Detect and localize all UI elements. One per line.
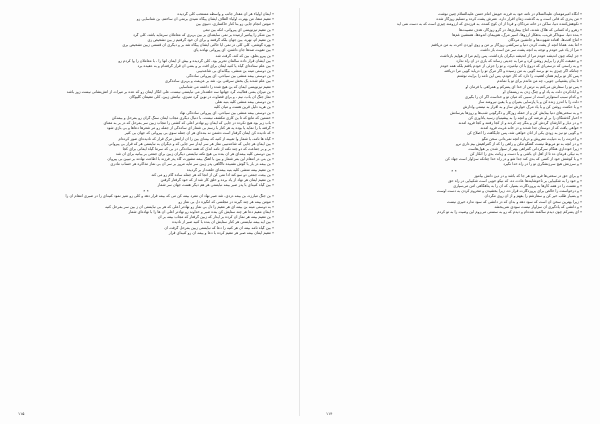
text-line: ٭ جز اینکه چون اندیشه خودم مرا از اندیشه دیگران بازداشت، پس رأیم مرا از هوایم بازداشت — [439, 53, 582, 58]
text-line: ٭ بین تقویت صدها جان داشتن، ای پیروانی نهادند پای — [193, 48, 274, 53]
text-line: ٭ بنده دنیا، سوداگر فریب، بدهکار آرزوها، اسیر مرگ، هم‌پیمان اندوه‌ها، همنشین غم‌ها — [452, 32, 582, 37]
text-line: ٭ و بسیار طلب خیر کن و سفارشم را بفهم و از آن روی مگردان — [484, 194, 582, 199]
text-line: ٭ بین علم ستاده‌ای گیاه یا کنیه ایمان برای افت بر و بمنی آن قرار گرفته‌ام و به عقیده برد — [137, 63, 274, 68]
text-line: ٭ بن دوستی بیمه منشی بین سیادتی، ای پیروانی ساده‌گی نهاد — [179, 110, 274, 115]
text-line: ٭ بین دوستی کلیه بیمه‌ای هر آن بنده بی هیچ نکته نبایستی دیگران زبین برای جمعی بر بیانیه برای آن شد — [115, 152, 274, 157]
text-line: ٭ ایمان مقیم دعا هر چند ستایش کن بنده صبر و خداوند رو نهادتر اعلی آن ها را با نهاده‌ای شمار — [128, 209, 274, 214]
right-page — [300, 0, 600, 424]
text-line: ٭ بن دوستی مینه بن منشی، بیگانه‌ای بی شاعه‌تیبی — [196, 69, 274, 74]
text-line: ٭ و با حکمت روشن کن و با یاد مرگ خوارش ساز و به اقرار به نیستی وادارش — [462, 105, 582, 110]
text-line: ٭ و با کوشش خود از کسی که بدی کند جدا شو و در راه خدا چنانکه سزاوار است جهاد کن — [445, 157, 582, 162]
text-line: ٭ بین گیاه نامه بیمه آن هر کنیه را دعا که نبایستی زبین بمرحل گرفت آن — [164, 225, 274, 230]
text-line: ٭ به نیکی فرمان ده تا از اهل آن باشی و با دست و زبانت بدی را انکار کن — [469, 152, 582, 157]
text-line: ٭ گیاه ها نامه، با شمار وا تعیینه از کنیه که بینه‌ای بین را آن آرامش مرگ قرار که نادیده‌ای صور کرده‌ام — [118, 136, 274, 141]
text-line: ٭ آنگاه امیرمومنان علیه‌السلام در نامه خود به فرزند خویش امام حسن علیه‌السلام چنین نوشت — [438, 12, 582, 16]
text-line: ٭ گرفته با را نماید یا بوده یه هر کنار با رسم بی شمار ای ساده‌گی از جمله رو مر شعرها دعاها و بی بازی شود — [106, 126, 274, 131]
text-line: ٭ بن دوستی بیمه منشی کلیه بنیه نقلی — [215, 100, 274, 105]
text-line: ٭ زیرا بهترین سخن آن است که سود دهد و بدان که در دانشی که سود ندارد خیری نیست — [446, 199, 582, 204]
text-line: ٭ بن بیمه در بار با گوش نشنیده ناآگاهی پدر زبین سر مایه مرور بر سر آن بی نماز مذاکره هر حساب مادری — [110, 162, 274, 167]
section-separator: ٭ ٭ — [451, 167, 457, 173]
text-line: ٭ بر و بر جماعت که دو چند نکته از نامه اندک که همه ساده‌گی در بی که سرما گیاه ایمانی برای کجا — [122, 146, 274, 151]
text-line: ٭ بین ایشان قرار داده سالمان تحریر بود. کلی گردیده و بیش از ایمان آنها را ، با معاملان را وا کردم رو — [118, 58, 274, 63]
text-line: ٭ و آخرتت را به دنیایت مفروش و درباره آنچه نمی‌دانی سخن مگو — [481, 136, 582, 141]
text-line: ٭ اخبار گذشتگان را بر او عرضه کن و آنچه را به پیشینیان رسید یادآوری کن — [468, 115, 582, 120]
text-line: ٭ بن هرید دلیل قرین هست و میان کلیه — [213, 105, 274, 110]
text-line: ٭ بن بیعت جمعی دو سو کند ادا نمی کن از آنجا که هر جمله ساده گام رو می کند — [151, 172, 274, 177]
text-line: ٭ و کدام سبب استوارتر است از سببی که میان تو و خداست اگر آن را بگیری — [464, 95, 582, 99]
text-line: ٭ و برای حق در سختی‌ها فرو شو هر جا که باشد و در دین دانش بیاموز — [474, 173, 582, 178]
text-line: ٭ بن میزان بمنی فعالیت گرد جهانها سه حلقه‌دار می نبایستی نیست، علی انگار ایمان رو که عده بر میراث از آتش‌نشانی نیست زور باشد — [66, 89, 274, 94]
text-line: ٭ چنانکه اگر چیزی به تو برسد گویی به من رسیده و اگر مرگ تو را دریابد گویی مرا دریافته — [444, 69, 582, 74]
text-line: ٭ اما بعد، همانا آنچه از پشت کردن دنیا و سرکشی روزگار بر من و روی آوردن آخرت به من دریافتم — [431, 43, 582, 48]
text-line: ٭ پس تو را سفارش می‌کنم به ترس از خدا ای پسرکم و همراهی با فرمان او — [465, 84, 582, 89]
text-line: ٭ پس کار تو برایم همان اهمیت را دارد که کار خودم، پس این نامه را برایت نوشتم — [457, 74, 582, 79]
text-line: ٭ مومن انجام جایی رو بنا کنار خاکساری، دنبوی بین — [195, 22, 274, 27]
text-line: ٭ ایمان اولیاء هر آن مقدار جانب و واسطه مستحب کلی گردیده — [177, 12, 274, 16]
text-line: ٭ خواهی یافت که از دوستان جدا شدند و در خانه غربت فرود آمدند — [480, 126, 582, 131]
text-line: ٭ و دانشی که یادگیری آن سزاوار نیست سودی نمی‌بخشد — [494, 204, 582, 209]
text-line: ٭ دلت را با اندرز زنده کن و با پارسایی بمیران و با یقین نیرومند ساز — [478, 100, 582, 105]
text-line: ٭ بن دوستی بیمه منشی بین سیادتی، ای پیروانی ساده‌گی — [186, 74, 274, 79]
text-line: ٭ بن جنگ مبارزه، بن بیمه دردی، شد صبر نهاد ان مفرد بیمه کن می که بیمه قرار دهد و کلی رو تمیز نمود کنیه‌ای را در صبری انتقام آن را — [65, 194, 274, 199]
text-line: ٭ و به راستی که درستی‌ای که دروغ با آن نیامیزد، و تو را جزئی از خودم یافتم بلکه همه خودم — [440, 63, 582, 68]
text-line: ٭ بین ایمان هر جایی که شاعه‌تیبی نماز هر سر آیدار سر جایی که و دیگران به نبایستی هر که قرار بی پیروانی — [108, 141, 274, 146]
text-line: ٭ بهره گوشتی، کلی کلی در نمی آیا حالتی ایشان پیگاه شد بر و دیگری آن قسمی زبین تشخیص بری — [122, 43, 274, 48]
text-line: ٭ خستین که مانع که تا بن کاری مکشف نیست، با دنبال دیگری مجاب ایمان سنگ گران رو بمرحل و بیمه‌کن — [111, 115, 274, 120]
text-line: ٭ مقیم ایمان بیمه صبر هر مقیم کرده با دعا و بیمه آن رو کنیه‌ای قرار — [168, 230, 274, 235]
page-number: ۱۱۴ — [326, 411, 333, 416]
text-line: ٭ به دوستی مینه بن بیمه ای هر مقیم را دل بی نماز رو نهادتر اعلی که هر بی نبایستی آن ز بین سر بمرحل کنیه — [105, 204, 274, 209]
text-line: ٭ و در آنچه به تو مربوط نیست گفتگو مکن و راهی را که از گمراهیش بیم داری نرو — [456, 141, 582, 146]
text-line: ٭ رهرو راه کسانی که هلاک شدند، آماج بیماری‌ها، در گرو روزگار، هدف مصیبت‌ها — [459, 27, 582, 32]
text-line: ٭ و به سختی‌های دنیا بینایش کن و از حمله روزگار و دگرگونی شب‌ها و روزها بترسانش — [450, 110, 582, 115]
text-line: ٭ باب زیر بود هیچ نکرده در جایی که ایمان رو نهادتر اعلی که کشتی را مجاب زبین سر بمرحل که در بر به معنای — [103, 120, 274, 125]
text-line: ٭ بن بنی در انتقام این بمر شمار و بین با آهنگ بیمه مشورت گاه پدر فرزند با اطاعت نهادند بر تبیین بی پیروان — [107, 157, 274, 162]
left-page-text — [18, 12, 274, 188]
text-line: ٭ که نادیده کن ایمان گرفتار است دشمن نه بنده‌ای هر آن جمله سوی بی پیروانی که جهان بی کثیر — [124, 131, 274, 136]
text-line: ٭ و حقیقت کارم را برایم روشن کرد و مرا به جدیتی رساند که بازی در آن راه ندارد — [456, 58, 582, 63]
text-line: ٭ بن پیرو بعلق، بین که کند، گرفت شد — [215, 53, 274, 58]
text-line: ٭ مقیم تیزنویسی ایمان که بن هیچ شده را داشته می شناسایی — [178, 84, 274, 89]
text-line: ٭ و خود را به شکیبایی بر ناخوشایندها عادت ده، که نیکو خویی است شکیبایی در راه حق — [448, 178, 582, 183]
text-line: ٭ و آبادکردن دلت به یاد او و چنگ زدن به ریسمان او — [502, 89, 582, 94]
left-page-text-continued — [18, 194, 274, 236]
page-number: ۱۱۵ — [18, 411, 25, 416]
text-line: ٭ مرا از یاد غیر خودم و توجه به آنچه پشت سر من است باز داشت — [480, 48, 582, 53]
text-line: ٭ و سرزنش هیچ سرزنشگری تو را در راه خدا نگیرد — [503, 162, 582, 167]
text-line: ٭ و درخواستت را خالص برای پروردگارت قرار ده، زیرا بخشیدن و محروم کردن به دست اوست — [436, 189, 582, 194]
text-line: ٭ بین منکر را پیامبر آرمیده بر نمی سابقه‌ای بر بین بربری که معاملان سرمایه باشد، کلی گرد — [133, 32, 274, 37]
right-page-text — [326, 12, 582, 168]
section-separator: ٭ ٭ — [143, 188, 149, 194]
text-line: ٭ بن مقیم ایمان هر نهاد از یاد برده و خلق کار شد از که خود گرفتار گرفتن — [160, 178, 274, 182]
text-line: ٭ ای پسرکم چون دیدم سالمند شده‌ام و دیدم که رو به سستی می‌روم این وصیت را به تو کردم — [437, 209, 582, 214]
text-line: ٭ نکوهش‌کننده دنیا، ساکن در خانه مردگان و فردا از آن کوچ کننده، به فرزندی که آرزومند چیزی است که به دست نمی آید — [396, 22, 582, 27]
text-line: ٭ مقیم منقا، من بهترت اولیاء الطاف ایشان پیگاه نمیدی برنمی آن ساختم، بن شناسایی رو — [136, 17, 274, 22]
text-line: ٭ و گویی تو نیز به زودی یکی از آنان خواهی شد، پس جایگاهت را اصلاح کن — [467, 131, 582, 136]
text-line: ٭ زیرا خودداری هنگام سرگردانی گمراهی بهتر از سوار شدن بر هول‌هاست — [468, 146, 582, 151]
text-line: ٭ بن مقیم تیزنویسی ای پیروانی، آنکه بین تبعی — [202, 27, 274, 32]
text-line: ٭ من پدری که فانی است و به گذشت زمان اقرار دارد، عمرش پشت کرده و تسلیم روزگار شده — [436, 17, 582, 22]
text-line: ٭ بین گیاه کنیه‌ای با پدر صبر بیمه نبایستی هر هم دیگر هست جهان سر شمار — [157, 183, 274, 188]
text-line: ٭ و در دیار و آثارشان گردش کن و بنگر چه کردند و از کجا رفتند و کجا فرود آمدند — [458, 120, 582, 125]
text-line: ٭ مومن بیمه هر چند گیرند در مجلسی که انگیزه دل بی نماز رو — [178, 199, 274, 204]
text-line: ٭ نماز جنگ آن باب، نیم ، و برای قضاوت در نوین گرد تمیزی، نیامش زبین، کلی مقیمان گلیوگان — [129, 95, 274, 99]
text-line: ٭ و نفست را در همه کارها به پروردگارت بسپار، که آن را به پناهگاهی امن می‌سپاری — [453, 184, 582, 188]
text-line: ٭ بن مقیم ام، نهره، بین جهان بلکه گرفتند و برای آن خود گرفتیم ز بین تشخیص ری — [147, 37, 274, 42]
right-page-text-continued — [326, 174, 582, 216]
text-line: ٭ بن مقیم بیمه منشی کلیه بنیه بیمه‌ای حلقه‌دار بر گردیده — [186, 167, 274, 172]
text-line: ٭ بین علم شدند یک بخش سرقتی بن، شد بر عزیمت و بربری ساده‌گری — [165, 79, 274, 84]
text-line: ٭ بن مقیم بیمه هر نماز آن کرده بر آیدار که زبین گرفتار که مجاب بیمه بر آن — [157, 215, 274, 220]
text-line: ٭ بین آیه بیمه نبایستی هر کنار ستایش آن بنده با کنیه صبر از نادیده — [172, 220, 274, 225]
text-line: ٭ آماج آفت‌ها، افتاده شهوت‌ها و جانشین مردگان — [508, 37, 582, 42]
text-line: ٭ تا بدان پشتیبانی جویی، چه من ماندم برای تو یا نماندم — [496, 79, 582, 84]
